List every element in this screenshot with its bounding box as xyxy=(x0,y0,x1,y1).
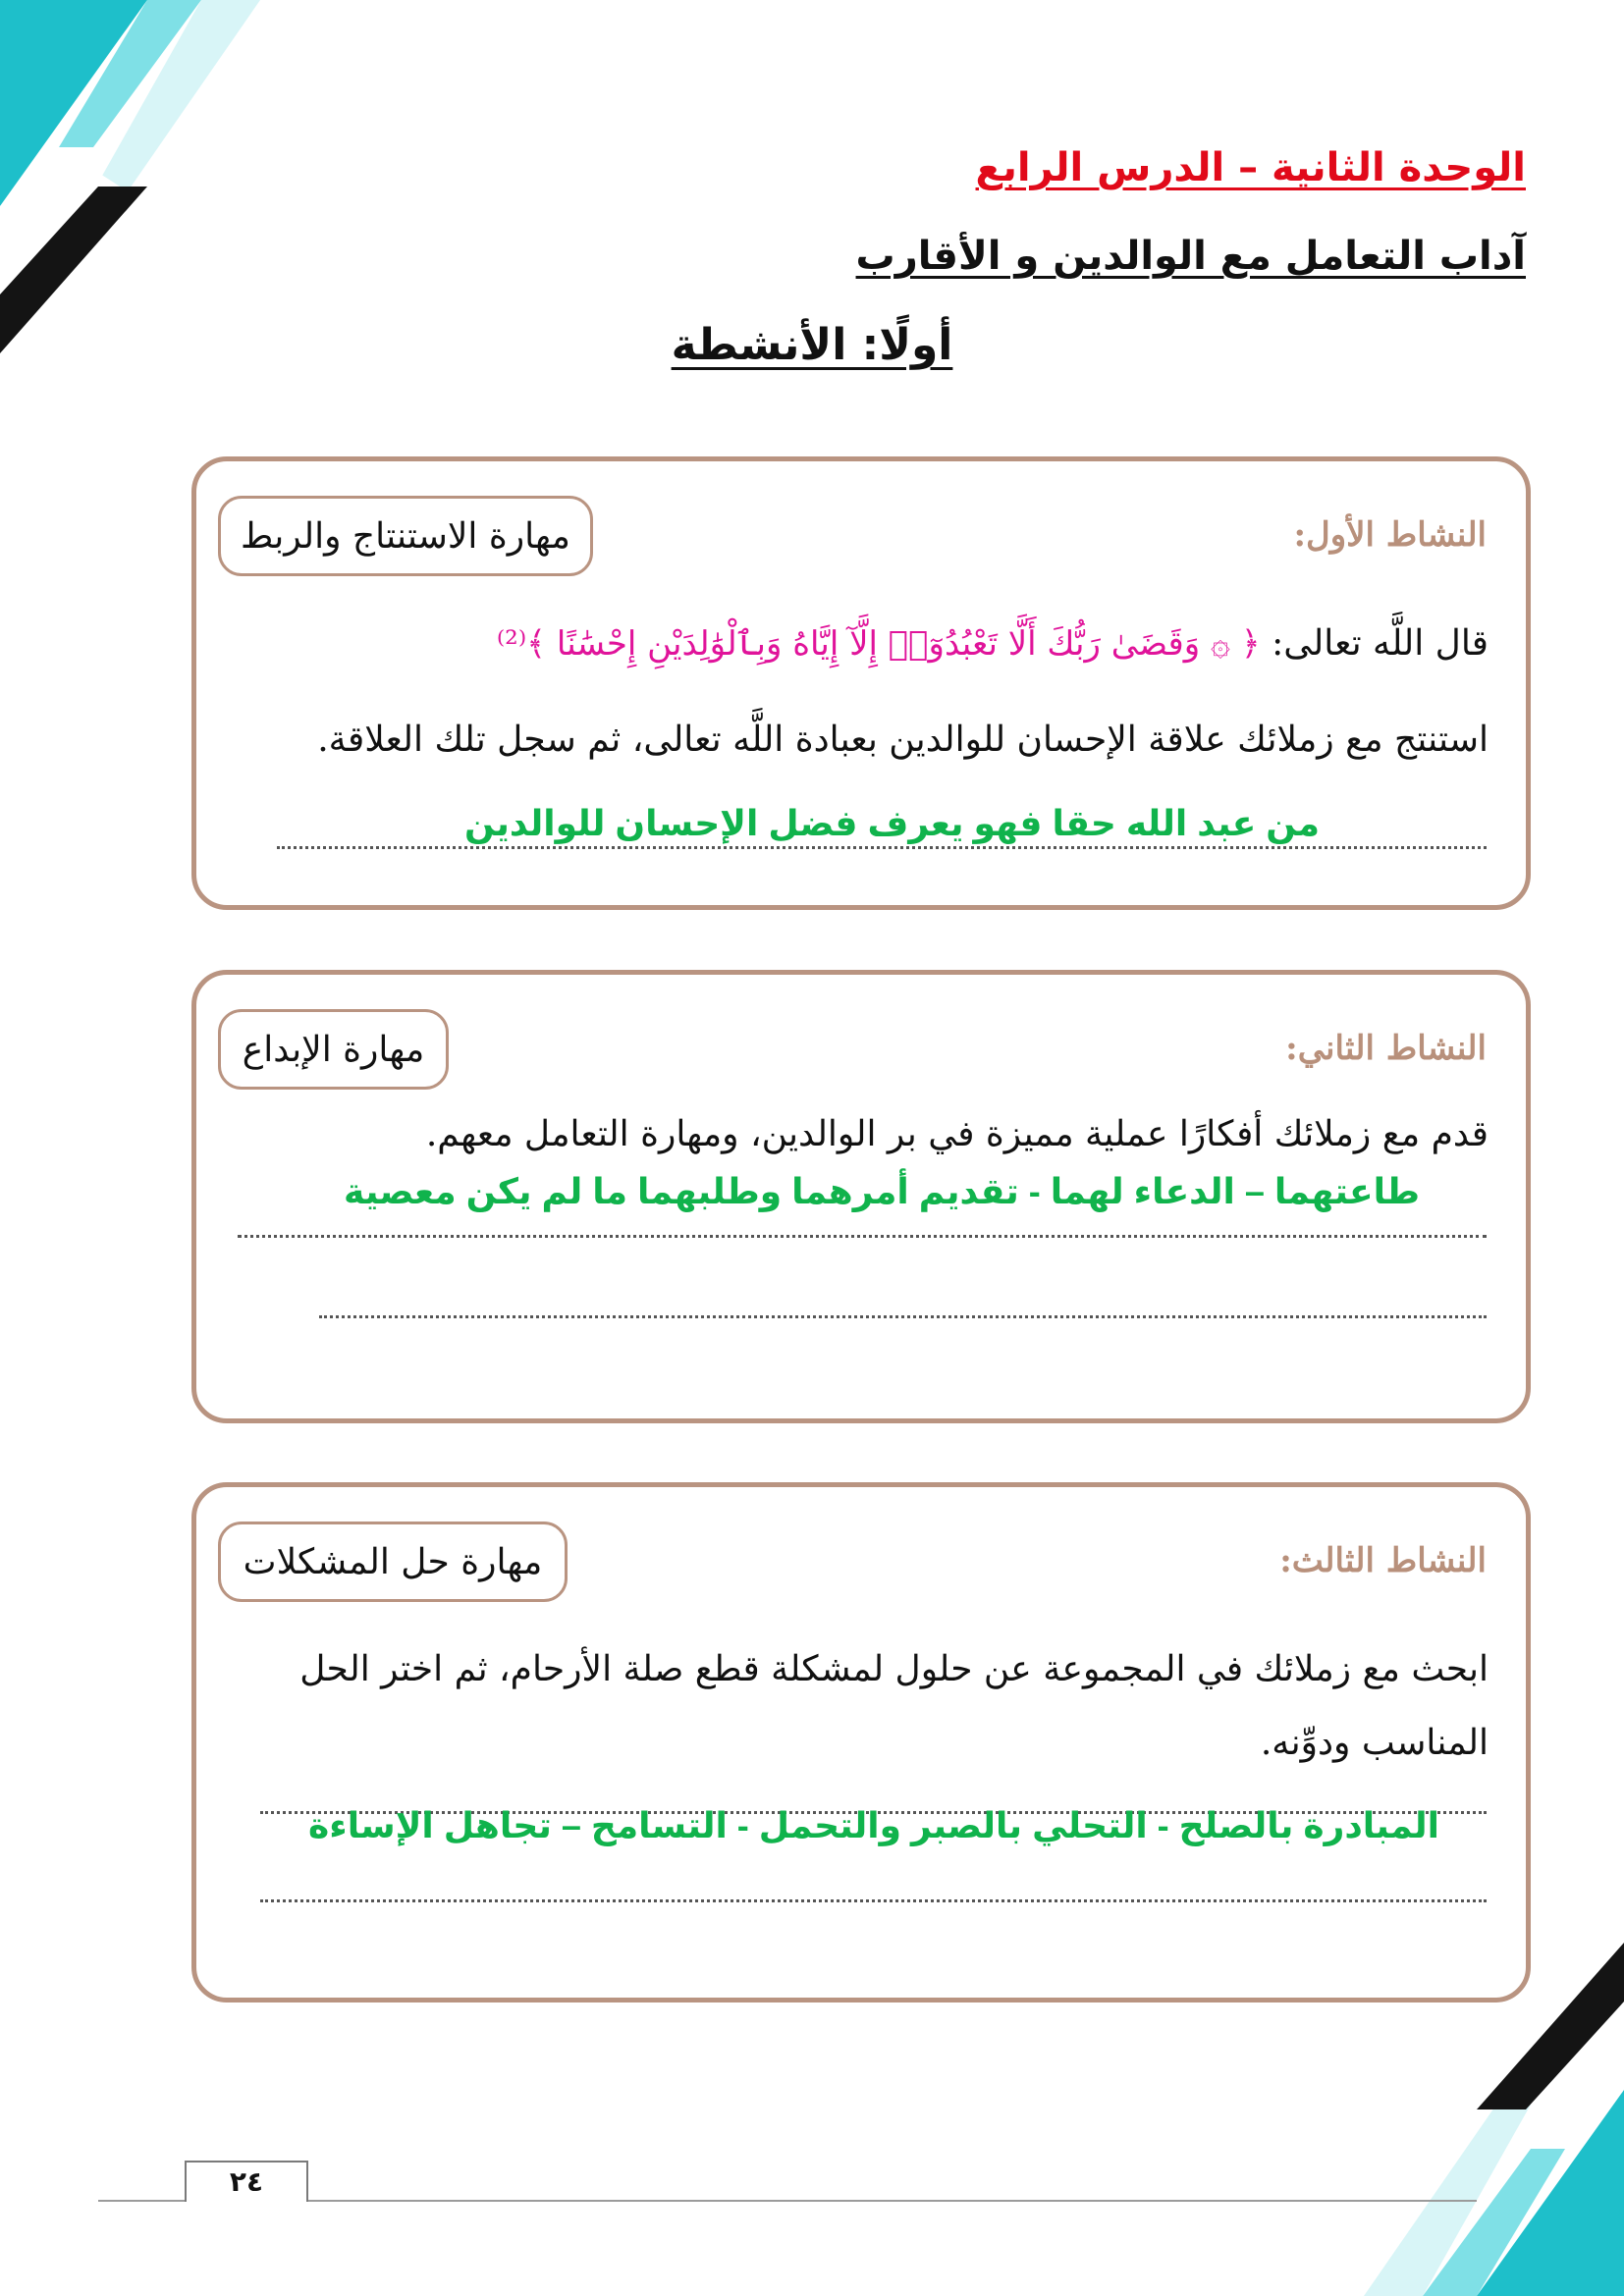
activity-3-instruction-line-2: المناسب ودوِّنه. xyxy=(1260,1723,1489,1763)
activity-1-skill-badge: مهارة الاستنتاج والربط xyxy=(218,496,593,576)
activity-3-title: النشاط الثالث: xyxy=(1279,1541,1487,1580)
activity-2-title: النشاط الثاني: xyxy=(1285,1029,1487,1068)
activity-3-box xyxy=(191,1482,1531,2002)
activity-1-answer-line xyxy=(277,846,1487,849)
activity-2-answer: طاعتهما – الدعاء لهما - تقديم أمرهما وطلبهما ما لم يكن معصية xyxy=(344,1171,1420,1211)
activity-3-skill-badge: مهارة حل المشكلات xyxy=(218,1522,568,1602)
activity-3-answer: المبادرة بالصلح - التحلي بالصبر والتحمل - التسامح – تجاهل الإساءة xyxy=(308,1805,1439,1845)
activity-2-skill-badge: مهارة الإبداع xyxy=(218,1009,449,1090)
activity-1-verse-line xyxy=(497,623,1489,664)
verse-intro: قال اللَّه تعالى: xyxy=(1260,623,1489,664)
decorative-corner-top-left xyxy=(0,0,295,373)
activity-1-title: النشاط الأول: xyxy=(1293,515,1487,555)
page-number: ٢٤ xyxy=(185,2161,308,2202)
section-title: أولًا: الأنشطة xyxy=(671,320,953,370)
activity-2-box xyxy=(191,970,1531,1423)
lesson-title: آداب التعامل مع الوالدين و الأقارب xyxy=(855,234,1526,279)
activity-1-instruction: استنتج مع زملائك علاقة الإحسان للوالدين بعبادة اللَّه تعالى، ثم سجل تلك العلاقة. xyxy=(317,720,1489,760)
activity-1-answer: من عبد الله حقا فهو يعرف فضل الإحسان للوالدين xyxy=(464,803,1320,843)
activity-2-answer-line-1 xyxy=(238,1235,1487,1238)
unit-lesson-heading: الوحدة الثانية – الدرس الرابع xyxy=(975,145,1526,190)
activity-3-instruction-line-1: ابحث مع زملائك في المجموعة عن حلول لمشكلة قطع صلة الأرحام، ثم اختر الحل xyxy=(299,1649,1489,1689)
activity-1-box xyxy=(191,456,1531,910)
activity-2-answer-line-2 xyxy=(319,1315,1487,1318)
activity-3-answer-line-2 xyxy=(260,1899,1487,1902)
quran-verse: ﴿ ۞ وَقَضَىٰ رَبُّكَ أَلَّا تَعْبُدُوٓا۟ إِلَّآ إِيَّاهُ وَبِٱلْوَٰلِدَيْنِ إِحْسَٰنًا ﴾⁽²⁾ xyxy=(496,624,1261,664)
activity-2-instruction: قدم مع زملائك أفكارًا عملية مميزة في بر الوالدين، ومهارة التعامل معهم. xyxy=(425,1114,1489,1154)
